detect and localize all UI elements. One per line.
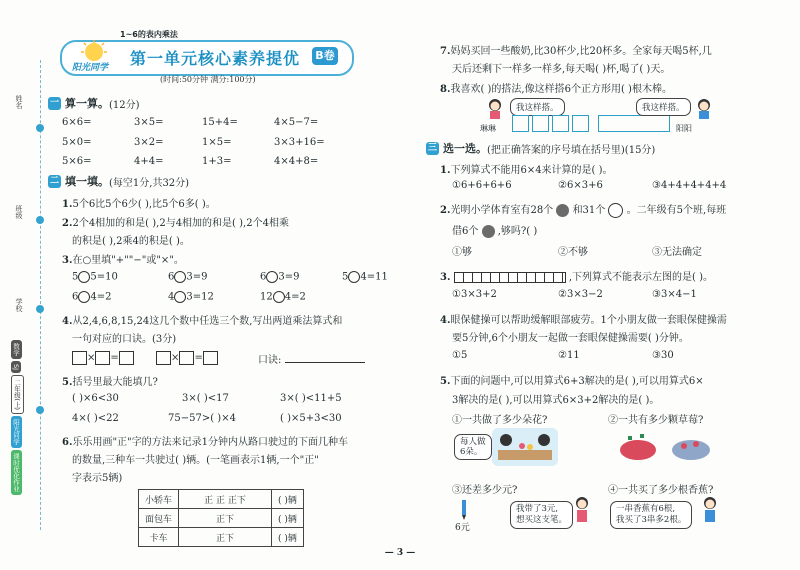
vehicle-cell: 面包车 (139, 509, 179, 528)
question-3-5-cont: 3解决的是( ),可以用算式6×3+2解决的是( )。 (452, 395, 660, 406)
question-2-3 (62, 251, 184, 266)
operator-circle[interactable] (348, 271, 360, 283)
operand: 5 (342, 271, 349, 283)
binding-margin (0, 0, 52, 570)
stick-bundle-icon (454, 272, 566, 283)
question-number: 2. (62, 218, 73, 229)
pen-price: 6元 (455, 523, 470, 533)
option[interactable]: ②不够 (558, 247, 588, 258)
section-1-score: (12分) (109, 99, 140, 111)
time-score: (时间:50分钟 满分:100分) (160, 75, 256, 84)
question-number: 6. (62, 437, 73, 448)
page-number-value: 3 (396, 548, 404, 558)
question-number: 3. (62, 255, 73, 266)
chapter-label: 1~6的表内乘法 (120, 30, 178, 39)
operand: 5=10 (90, 271, 118, 283)
grade-badge: 二年级(上) (11, 375, 24, 414)
question-2-2 (62, 214, 289, 229)
vehicle-cell: 小轿车 (139, 490, 179, 509)
child-figure-icon (572, 496, 592, 526)
operand: 4 (168, 291, 175, 303)
tally-cell: 正下 (179, 509, 272, 528)
margin-dot (36, 305, 44, 313)
tally-cell: 正 正 正下 (179, 490, 272, 509)
calc-item: 4+4= (134, 156, 164, 167)
option[interactable]: ③3×4−1 (652, 289, 697, 300)
stick-layout-1 (512, 115, 592, 135)
section-number-icon: 三 (427, 142, 437, 153)
calc-item: 3×2= (134, 137, 164, 148)
question-7-cont: 天后还剩下一样多一样多,每天喝( )杯,喝了( )天。 (452, 64, 671, 75)
question-text: 眼保健操可以帮助缓解眼部疲劳。1个小朋友做一套眼保健操需 (450, 315, 727, 326)
answer-box[interactable] (156, 351, 171, 365)
koujue-label: 口诀: (258, 355, 282, 366)
operand: 4=2 (284, 291, 306, 303)
inequality: 3×( )<17 (182, 393, 229, 404)
table-row (139, 490, 304, 509)
question-number: 1. (62, 199, 73, 210)
section-2-score: (每空1分,共32分) (109, 177, 190, 189)
name-label: 姓名 (15, 95, 23, 109)
logo-text: 阳光同学 (72, 63, 109, 73)
soccer-ball-icon (608, 203, 623, 218)
tally-table (138, 489, 304, 547)
calc-item: 5×6= (62, 156, 92, 167)
question-2-1 (62, 195, 216, 210)
operator-circle[interactable] (78, 271, 90, 283)
boy-name: 阳阳 (676, 124, 692, 133)
operand: 6 (72, 291, 79, 303)
operand: 12 (260, 291, 273, 303)
inequality: 75−57>( )×4 (168, 413, 236, 424)
speech-bubble: 我带了3元, 想买这支笔。 (510, 501, 573, 529)
operator-circle[interactable] (174, 291, 186, 303)
answer-box[interactable] (95, 351, 110, 365)
question-2-5 (62, 373, 158, 388)
question-number: 5. (440, 376, 451, 387)
option[interactable]: ③30 (652, 350, 674, 361)
operand: 4=11 (360, 271, 388, 283)
sub-question: ③还差多少元? (452, 485, 518, 496)
question-text: 括号里最大能填几? (72, 377, 158, 388)
calc-item: 4×4+8= (274, 156, 319, 167)
children-making-flowers-illustration (492, 428, 558, 466)
operand: 5 (72, 271, 79, 283)
calc-item: 1×5= (202, 137, 232, 148)
question-number: 4. (440, 315, 451, 326)
question-text: 5个6比5个6少( ),比5个6多( )。 (72, 199, 216, 210)
hedgehog-strawberry-icon (670, 428, 712, 462)
sub-question: ①一共做了多少朵花? (452, 415, 548, 426)
question-2-6 (62, 433, 348, 448)
question-number: 3. (440, 272, 451, 283)
question-text: 妈妈买回一些酸奶,比30杯少,比20杯多。全家每天喝5杯,几 (450, 46, 712, 57)
question-number: 4. (62, 316, 73, 327)
school-label: 学校 (15, 298, 23, 312)
count-cell[interactable]: ( )辆 (272, 490, 304, 509)
koujue-field (258, 351, 365, 366)
vehicle-cell: 卡车 (139, 528, 179, 547)
question-text: 我喜欢( )的搭法,像这样搭6个正方形用( )根木棒。 (450, 84, 672, 95)
inequality: 3×( )<11+5 (280, 393, 342, 404)
question-2-2-cont: 的积是( ),2乘4的积是( )。 (72, 236, 190, 247)
answer-box[interactable] (119, 351, 134, 365)
question-text: 下列算式不能用6×4来计算的是( )。 (450, 165, 613, 176)
inequality: ( )×6<30 (72, 393, 119, 404)
sub-question: ②一共有多少颗草莓? (608, 415, 704, 426)
operand: 3=12 (186, 291, 214, 303)
basketball-icon (556, 204, 569, 217)
table-row (139, 509, 304, 528)
margin-dot (36, 124, 44, 132)
question-2-6-cont2: 字表示5辆) (72, 473, 123, 484)
section-2-title: 填一填。 (65, 175, 109, 188)
question-number: 7. (440, 46, 451, 57)
section-number-icon: 一 (49, 97, 59, 108)
speech-bubble: 一串香蕉有6根, 我买了3串多2根。 (610, 501, 692, 529)
question-3-2-cont (452, 222, 537, 238)
question-text: 下面的问题中,可以用算式6+3解决的是( ),可以用算式6× (450, 376, 704, 387)
question-text: 光明小学体育室有28个 (450, 205, 554, 216)
question-text: 借6个 (452, 226, 479, 237)
operator-circle[interactable] (273, 291, 285, 303)
girl-figure-icon (485, 98, 505, 120)
question-3-3 (440, 268, 713, 283)
speech-bubble-left: 我这样搭。 (510, 98, 565, 116)
question-text: 。二年级有5个班,每班 (626, 205, 727, 216)
basketball-icon (482, 225, 495, 238)
question-7 (440, 42, 712, 57)
pen-icon (458, 500, 470, 520)
square-stick-icon (512, 115, 529, 132)
question-number: 8. (440, 84, 451, 95)
section-number-icon: 二 (49, 175, 59, 186)
connected-squares-icon (598, 115, 670, 132)
question-number: 2. (440, 205, 451, 216)
brand-badge-2: 课时优化作业 (11, 450, 22, 495)
inequality: ( )×5+3<30 (280, 413, 342, 424)
answer-box[interactable] (203, 351, 218, 365)
question-3-2 (440, 201, 726, 218)
option[interactable]: ②3×3−2 (558, 289, 603, 300)
child-figure-icon (700, 496, 720, 526)
square-stick-icon (532, 115, 549, 132)
question-text: 从2,4,6,8,15,24这几个数中任选三个数,写出两道乘法算式和 (72, 316, 343, 327)
section-3-score: (把正确答案的序号填在括号里)(15分) (487, 144, 656, 156)
section-3-heading (426, 140, 655, 156)
koujue-input-line[interactable] (285, 362, 365, 363)
girl-name: 琳琳 (480, 124, 496, 133)
series-badges (11, 340, 25, 497)
square-stick-icon (572, 115, 589, 132)
operator-circle[interactable] (266, 271, 278, 283)
count-cell[interactable]: ( )辆 (272, 528, 304, 547)
calc-item: 3×5= (134, 117, 164, 128)
calc-item: 3×3+16= (274, 137, 325, 148)
table-row (139, 528, 304, 547)
answer-box[interactable] (72, 351, 87, 365)
strawberry-pile-icon (618, 428, 658, 462)
square-stick-icon (552, 115, 569, 132)
margin-dot (36, 216, 44, 224)
operator-circle[interactable] (78, 291, 90, 303)
option[interactable]: ③4+4+4+4+4 (652, 180, 727, 191)
multiplication-boxes: × = × = (72, 351, 218, 365)
answer-box[interactable] (179, 351, 194, 365)
edition-badge: SJ (11, 361, 21, 373)
section-1-heading (48, 95, 140, 111)
operator-circle[interactable] (174, 271, 186, 283)
paper-version-badge: B卷 (312, 47, 338, 65)
question-2-6-cont: 的数量,三种车一共驶过( )辆。(一笔画表示1辆,一个"正" (72, 455, 319, 466)
question-3-4-cont: 要5分钟,6个小朋友一起做一套眼保健操需要( )分钟。 (452, 333, 689, 344)
speech-bubble-right: 我这样搭。 (636, 98, 691, 116)
sub-question: ④一共买了多少根香蕉? (608, 485, 714, 496)
inequality: 4×( )<22 (72, 413, 119, 424)
question-text: ,下列算式不能表示左图的是( )。 (568, 272, 713, 283)
stick-layout-2 (598, 115, 670, 135)
count-cell[interactable]: ( )辆 (272, 509, 304, 528)
section-1-title: 算一算。 (65, 97, 109, 110)
option[interactable]: ③无法确定 (652, 247, 702, 258)
option[interactable]: ②11 (558, 350, 580, 361)
page-title: 第一单元核心素养提优 (130, 49, 301, 68)
question-3-4 (440, 311, 727, 326)
option[interactable]: ①6+6+6+6 (452, 180, 512, 191)
question-number: 5. (62, 377, 73, 388)
operand: 6 (260, 271, 267, 283)
calc-item: 4×5−7= (274, 117, 319, 128)
operand: 4=2 (90, 291, 112, 303)
brand-badge: 阳光同学 (11, 416, 22, 448)
option[interactable]: ②6×3+6 (558, 180, 603, 191)
option[interactable]: ①够 (452, 247, 472, 258)
question-2-4 (62, 312, 342, 327)
operand: 6 (168, 271, 175, 283)
question-text: 在○里填"+""−"或"×"。 (72, 255, 184, 266)
question-3-1 (440, 161, 613, 176)
question-2-4-cont: 一句对应的口诀。(3分) (72, 334, 177, 345)
speech-bubble: 每人做 6朵。 (454, 434, 492, 460)
margin-dot (36, 406, 44, 414)
calc-item: 6×6= (62, 117, 92, 128)
class-label: 班级 (15, 205, 23, 219)
tally-cell: 正下 (179, 528, 272, 547)
question-8 (440, 80, 672, 95)
question-number: 1. (440, 165, 451, 176)
calc-item: 5×0= (62, 137, 92, 148)
question-text: 和31个 (572, 205, 606, 216)
calc-item: 1+3= (202, 156, 232, 167)
operand: 3=9 (186, 271, 208, 283)
page-number: — 3 — (384, 548, 416, 558)
question-3-5 (440, 372, 704, 387)
question-text: 乐乐用画"正"字的方法来记录1分钟内从路口驶过的下面几种车 (72, 437, 349, 448)
question-text: ,够吗?( ) (497, 226, 538, 237)
option[interactable]: ①3×3+2 (452, 289, 497, 300)
section-3-title: 选一选。 (443, 142, 487, 155)
calc-item: 15+4= (202, 117, 238, 128)
section-2-heading (48, 173, 189, 189)
option[interactable]: ①5 (452, 350, 468, 361)
operand: 3=9 (278, 271, 300, 283)
question-text: 2个4相加的和是( ),2与4相加的和是( ),2个4相乘 (72, 218, 289, 229)
boy-figure-icon (694, 98, 714, 120)
subject-badge: 数学 (11, 340, 22, 359)
